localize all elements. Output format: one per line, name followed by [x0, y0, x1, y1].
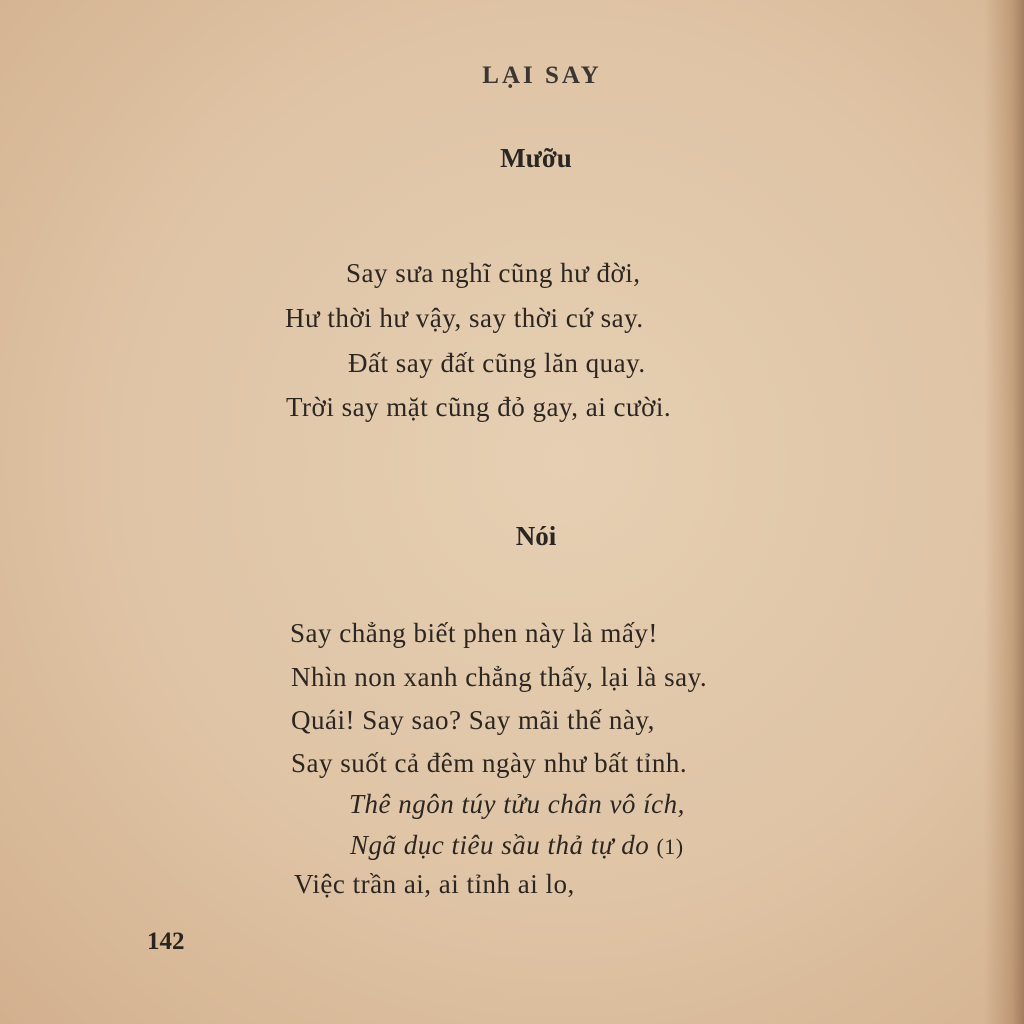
- page-number: 142: [147, 928, 185, 955]
- verse-line: Say sưa nghĩ cũng hư đời,: [346, 258, 641, 288]
- verse-line: Trời say mặt cũng đỏ gay, ai cười.: [286, 392, 672, 422]
- verse-line: Say suốt cả đêm ngày như bất tỉnh.: [291, 748, 688, 778]
- verse-line-italic: Ngã dục tiêu sầu thả tự do: [350, 830, 650, 860]
- section-heading-noi: Nói: [515, 521, 557, 551]
- verse-line: Đất say đất cũng lăn quay.: [348, 348, 646, 378]
- verse-line: Việc trần ai, ai tỉnh ai lo,: [294, 869, 575, 899]
- verse-line: Hư thời hư vậy, say thời cứ say.: [285, 303, 644, 333]
- section-heading-muou: Mưỡu: [500, 143, 572, 173]
- verse-line: Say chẳng biết phen này là mấy!: [290, 618, 658, 648]
- footnote-marker: (1): [656, 834, 684, 859]
- poem-title: LẠI SAY: [482, 62, 602, 89]
- verse-line: Nhìn non xanh chẳng thấy, lại là say.: [291, 662, 708, 692]
- verse-line-with-footnote: [350, 830, 684, 861]
- verse-line-italic: Thê ngôn túy tửu chân vô ích,: [349, 789, 685, 819]
- verse-line: Quái! Say sao? Say mãi thế này,: [291, 705, 655, 735]
